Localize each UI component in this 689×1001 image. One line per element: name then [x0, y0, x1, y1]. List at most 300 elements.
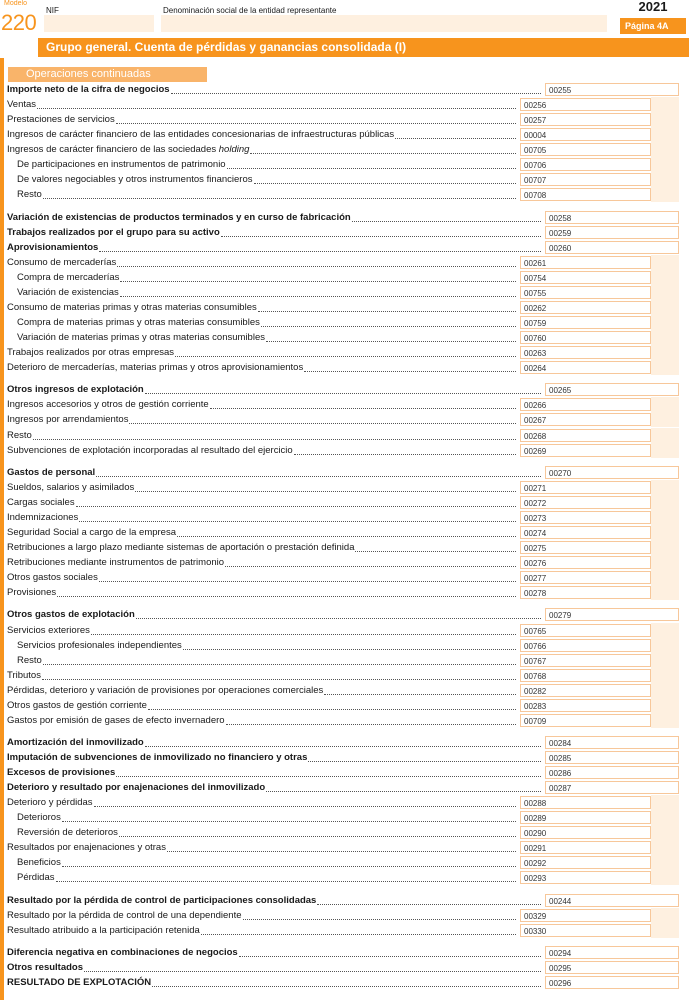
form-row	[7, 225, 543, 240]
row-label-text: Resto	[17, 189, 42, 200]
form-row	[7, 382, 543, 397]
shaded-column	[651, 255, 679, 270]
form-row	[7, 443, 518, 458]
shaded-column	[651, 397, 679, 412]
amount-field-00257[interactable]: 00257	[520, 113, 651, 126]
form-row	[7, 540, 518, 555]
leader-dots	[395, 137, 516, 139]
amount-field-00330[interactable]: 00330	[520, 924, 651, 937]
form-row	[7, 240, 543, 255]
leader-dots	[117, 265, 516, 267]
leader-dots	[136, 617, 541, 619]
row-label	[7, 542, 354, 553]
shaded-column	[651, 300, 679, 315]
amount-field-00264[interactable]: 00264	[520, 361, 651, 374]
leader-dots	[99, 250, 541, 252]
row-label	[7, 159, 226, 170]
form-row	[7, 187, 518, 202]
leader-dots	[221, 235, 541, 237]
row-label	[7, 467, 95, 478]
row-label	[7, 512, 78, 523]
row-label-text: Deterioro y pérdidas	[7, 797, 93, 808]
leader-dots	[148, 708, 516, 710]
form-row	[7, 210, 543, 225]
form-row	[7, 840, 518, 855]
amount-field-00329[interactable]: 00329	[520, 909, 651, 922]
row-label-text: Compra de materias primas y otras materias consumibles	[17, 317, 260, 328]
row-label-text: Seguridad Social a cargo de la empresa	[7, 527, 176, 538]
row-label	[7, 655, 42, 666]
leader-dots	[62, 820, 516, 822]
row-label-text: Sueldos, salarios y asimilados	[7, 482, 135, 493]
row-label	[7, 482, 134, 493]
row-label	[7, 174, 253, 185]
leader-dots	[250, 152, 516, 154]
form-row	[7, 345, 518, 360]
row-label-text: Resultados por enajenaciones y otras	[7, 842, 166, 853]
shaded-column	[651, 810, 679, 825]
form-row	[7, 397, 518, 412]
amount-field-00293[interactable]: 00293	[520, 871, 651, 884]
leader-dots	[129, 422, 516, 424]
amount-field-00267[interactable]: 00267	[520, 413, 651, 426]
leader-dots	[171, 92, 541, 94]
form-row	[7, 127, 518, 142]
amount-field-00292[interactable]: 00292	[520, 856, 651, 869]
form-row	[7, 923, 518, 938]
shaded-column	[651, 638, 679, 653]
row-label-text: Ingresos de carácter financiero de las sociedades	[7, 144, 219, 155]
leader-dots	[94, 805, 516, 807]
form-row	[7, 945, 543, 960]
row-label-text: Retribuciones mediante instrumentos de patrimonio	[7, 557, 225, 568]
leader-dots	[56, 880, 517, 882]
amount-field-00283[interactable]: 00283	[520, 699, 651, 712]
amount-field-00286[interactable]: 00286	[545, 766, 679, 779]
form-row	[7, 495, 518, 510]
form-row	[7, 750, 543, 765]
row-label-text: Resultado por la pérdida de control de participaciones consolidadas	[7, 895, 317, 906]
form-row	[7, 412, 518, 427]
row-label-text: Resultado por la pérdida de control de una dependiente	[7, 910, 242, 921]
leader-dots	[227, 167, 516, 169]
shaded-column	[651, 443, 679, 458]
shaded-column	[651, 480, 679, 495]
row-label-text: Amortización del inmovilizado	[7, 737, 144, 748]
row-label	[7, 557, 224, 568]
form-row	[7, 653, 518, 668]
shaded-column	[651, 540, 679, 555]
leader-dots	[57, 595, 516, 597]
row-label-text: Gastos por emisión de gases de efecto invernadero	[7, 715, 225, 726]
shaded-column	[651, 270, 679, 285]
row-label-text: De valores negociables y otros instrumentos financieros	[17, 174, 253, 185]
amount-field-00765[interactable]: 00765	[520, 624, 651, 637]
leader-dots	[261, 325, 516, 327]
leader-dots	[62, 865, 516, 867]
row-label-text: Trabajos realizados por el grupo para su activo	[7, 227, 220, 238]
shaded-column	[651, 315, 679, 330]
row-label	[7, 144, 249, 155]
leader-dots	[119, 835, 516, 837]
denominacion-field[interactable]	[161, 15, 607, 32]
row-label	[7, 257, 116, 268]
form-row	[7, 480, 518, 495]
row-label-text: Ingresos de carácter financiero de las entidades concesionarias de infraestructuras públicas	[7, 129, 395, 140]
leader-dots	[175, 355, 516, 357]
amount-field-00282[interactable]: 00282	[520, 684, 651, 697]
row-label	[7, 910, 242, 921]
row-label	[7, 842, 166, 853]
row-label-text: Indemnizaciones	[7, 512, 79, 523]
amount-field-00754[interactable]: 00754	[520, 271, 651, 284]
amount-field-00272[interactable]: 00272	[520, 496, 651, 509]
row-label	[7, 737, 144, 748]
shaded-column	[651, 555, 679, 570]
shaded-column	[651, 908, 679, 923]
shaded-column	[651, 713, 679, 728]
amount-field-00706[interactable]: 00706	[520, 158, 651, 171]
form-row	[7, 870, 518, 885]
form-row	[7, 698, 518, 713]
amount-field-00263[interactable]: 00263	[520, 346, 651, 359]
row-label-text: RESULTADO DE EXPLOTACIÓN	[7, 977, 152, 988]
leader-dots	[266, 340, 516, 342]
leader-dots	[91, 633, 516, 635]
leader-dots	[258, 310, 516, 312]
amount-field-00295[interactable]: 00295	[545, 961, 679, 974]
amount-field-00766[interactable]: 00766	[520, 639, 651, 652]
row-label	[7, 572, 98, 583]
shaded-column	[651, 97, 679, 112]
shaded-column	[651, 623, 679, 638]
leader-dots	[294, 453, 516, 455]
amount-field-00262[interactable]: 00262	[520, 301, 651, 314]
amount-field-00287[interactable]: 00287	[545, 781, 679, 794]
leader-dots	[304, 370, 516, 372]
amount-field-00288[interactable]: 00288	[520, 796, 651, 809]
leader-dots	[37, 107, 516, 109]
amount-field-00760[interactable]: 00760	[520, 331, 651, 344]
row-label	[7, 685, 323, 696]
leader-dots	[33, 438, 516, 440]
row-label-text: Otros gastos de gestión corriente	[7, 700, 147, 711]
form-row	[7, 825, 518, 840]
row-label-text: Diferencia negativa en combinaciones de negocios	[7, 947, 238, 958]
shaded-column	[651, 683, 679, 698]
row-label	[7, 445, 293, 456]
shaded-column	[651, 510, 679, 525]
form-row	[7, 780, 543, 795]
leader-dots	[145, 745, 541, 747]
form-row	[7, 683, 518, 698]
leader-dots	[210, 407, 516, 409]
shaded-column	[651, 112, 679, 127]
shaded-column	[651, 428, 679, 443]
form-row	[7, 315, 518, 330]
amount-field-00273[interactable]: 00273	[520, 511, 651, 524]
amount-field-00291[interactable]: 00291	[520, 841, 651, 854]
amount-field-00276[interactable]: 00276	[520, 556, 651, 569]
leader-dots	[167, 850, 516, 852]
amount-field-00265[interactable]: 00265	[545, 383, 679, 396]
shaded-column	[651, 585, 679, 600]
leader-dots	[79, 520, 516, 522]
row-label	[7, 962, 83, 973]
row-label	[7, 872, 55, 883]
row-label	[7, 782, 265, 793]
leader-dots	[201, 933, 516, 935]
shaded-column	[651, 495, 679, 510]
row-label	[7, 670, 41, 681]
row-label-text: Deterioro y resultado por enajenaciones del inmovilizado	[7, 782, 266, 793]
leader-dots	[355, 550, 516, 552]
row-label-text: Consumo de materias primas y otras materias consumibles	[7, 302, 257, 313]
row-label-text: Imputación de subvenciones de inmovilizado no financiero y otras	[7, 752, 308, 763]
form-row	[7, 82, 543, 97]
row-label-text: Resto	[7, 430, 32, 441]
row-label-text: Tributos	[7, 670, 41, 681]
row-label	[7, 715, 225, 726]
form-row	[7, 97, 518, 112]
form-row	[7, 855, 518, 870]
shaded-column	[651, 345, 679, 360]
form-row	[7, 908, 518, 923]
row-label-text: Otros resultados	[7, 962, 84, 973]
amount-field-00279[interactable]: 00279	[545, 608, 679, 621]
row-label-text: Reversión de deterioros	[17, 827, 118, 838]
row-label	[7, 857, 61, 868]
form-row	[7, 668, 518, 683]
page-label: Página 4A	[620, 18, 686, 34]
row-label	[7, 99, 36, 110]
form-row	[7, 975, 543, 990]
row-label-text: Prestaciones de servicios	[7, 114, 115, 125]
row-label	[7, 947, 238, 958]
shaded-column	[651, 825, 679, 840]
form-row	[7, 607, 543, 622]
row-label	[7, 84, 170, 95]
shaded-column	[651, 653, 679, 668]
row-label	[7, 430, 32, 441]
amount-field-00260[interactable]: 00260	[545, 241, 679, 254]
row-label-text: Cargas sociales	[7, 497, 75, 508]
form-row	[7, 157, 518, 172]
form-row	[7, 735, 543, 750]
leader-dots	[226, 723, 516, 725]
amount-field-00755[interactable]: 00755	[520, 286, 651, 299]
form-row	[7, 795, 518, 810]
row-label	[7, 895, 316, 906]
form-row	[7, 300, 518, 315]
shaded-column	[651, 855, 679, 870]
row-label-text: Variación de existencias	[17, 287, 119, 298]
amount-field-00244[interactable]: 00244	[545, 894, 679, 907]
row-label-text: Ingresos por arrendamientos	[7, 414, 129, 425]
row-label	[7, 527, 176, 538]
form-row	[7, 330, 518, 345]
row-label	[7, 700, 147, 711]
shaded-column	[651, 187, 679, 202]
row-label-text: Retribuciones a largo plazo mediante sistemas de aportación o prestación definida	[7, 542, 355, 553]
form-row	[7, 570, 518, 585]
amount-field-00258[interactable]: 00258	[545, 211, 679, 224]
amount-field-00268[interactable]: 00268	[520, 429, 651, 442]
amount-field-00709[interactable]: 00709	[520, 714, 651, 727]
form-row	[7, 428, 518, 443]
amount-field-00284[interactable]: 00284	[545, 736, 679, 749]
nif-field[interactable]	[44, 15, 154, 32]
shaded-column	[651, 330, 679, 345]
page-title: Grupo general. Cuenta de pérdidas y ganancias consolidada (I)	[38, 38, 689, 57]
amount-field-00285[interactable]: 00285	[545, 751, 679, 764]
amount-field-00275[interactable]: 00275	[520, 541, 651, 554]
row-label	[7, 797, 93, 808]
leader-dots	[317, 903, 541, 905]
shaded-column	[651, 127, 679, 142]
row-label-text: Servicios exteriores	[7, 625, 90, 636]
row-label-text: Otros ingresos de explotación	[7, 384, 144, 395]
row-label	[7, 362, 303, 373]
row-label-text: Provisiones	[7, 587, 57, 598]
denominacion-label: Denominación social de la entidad representante	[163, 6, 337, 15]
form-row	[7, 585, 518, 600]
row-label-text: Gastos de personal	[7, 467, 96, 478]
leader-dots	[308, 760, 541, 762]
amount-field-00707[interactable]: 00707	[520, 173, 651, 186]
amount-field-00296[interactable]: 00296	[545, 976, 679, 989]
row-label-italic: holding	[218, 144, 250, 155]
shaded-column	[651, 525, 679, 540]
shaded-column	[651, 412, 679, 427]
row-label-text: Excesos de provisiones	[7, 767, 116, 778]
leader-dots	[254, 182, 516, 184]
leader-dots	[152, 985, 541, 987]
leader-dots	[43, 663, 516, 665]
row-label	[7, 317, 260, 328]
row-label-text: Importe neto de la cifra de negocios	[7, 84, 170, 95]
form-row	[7, 510, 518, 525]
shaded-column	[651, 698, 679, 713]
row-label-text: Deterioro de mercaderías, materias primas y otros aprovisionamientos	[7, 362, 304, 373]
form-row	[7, 285, 518, 300]
leader-dots	[42, 678, 516, 680]
row-label-text: Resultado atribuido a la participación retenida	[7, 925, 200, 936]
amount-field-00255[interactable]: 00255	[545, 83, 679, 96]
form-row	[7, 465, 543, 480]
leader-dots	[239, 955, 541, 957]
amount-field-00004[interactable]: 00004	[520, 128, 651, 141]
amount-field-00274[interactable]: 00274	[520, 526, 651, 539]
amount-field-00289[interactable]: 00289	[520, 811, 651, 824]
shaded-column	[651, 840, 679, 855]
row-label	[7, 384, 144, 395]
nif-label: NIF	[46, 6, 59, 15]
form-row	[7, 623, 518, 638]
amount-field-00271[interactable]: 00271	[520, 481, 651, 494]
amount-field-00278[interactable]: 00278	[520, 586, 651, 599]
amount-field-00259[interactable]: 00259	[545, 226, 679, 239]
form-row	[7, 360, 518, 375]
row-label	[7, 767, 115, 778]
row-label	[7, 272, 119, 283]
row-label	[7, 587, 56, 598]
row-label	[7, 347, 174, 358]
row-label-text: Resto	[17, 655, 42, 666]
amount-field-00294[interactable]: 00294	[545, 946, 679, 959]
leader-dots	[116, 775, 541, 777]
amount-field-00277[interactable]: 00277	[520, 571, 651, 584]
amount-field-00270[interactable]: 00270	[545, 466, 679, 479]
row-label	[7, 625, 90, 636]
row-label	[7, 399, 209, 410]
amount-field-00261[interactable]: 00261	[520, 256, 651, 269]
amount-field-00759[interactable]: 00759	[520, 316, 651, 329]
row-label	[7, 609, 135, 620]
form-row	[7, 765, 543, 780]
leader-dots	[177, 535, 516, 537]
shaded-column	[651, 668, 679, 683]
leader-dots	[266, 790, 541, 792]
row-label	[7, 925, 200, 936]
row-label-text: Beneficios	[17, 857, 61, 868]
row-label	[7, 414, 128, 425]
amount-field-00290[interactable]: 00290	[520, 826, 651, 839]
amount-field-00266[interactable]: 00266	[520, 398, 651, 411]
row-label-text: Pérdidas	[17, 872, 55, 883]
leader-dots	[76, 505, 516, 507]
leader-dots	[183, 648, 516, 650]
leader-dots	[43, 197, 516, 199]
form-row	[7, 525, 518, 540]
row-label-text: Consumo de mercaderías	[7, 257, 117, 268]
left-accent-rail	[0, 58, 4, 1000]
amount-field-00767[interactable]: 00767	[520, 654, 651, 667]
row-label-text: Ventas	[7, 99, 37, 110]
row-label	[7, 752, 307, 763]
leader-dots	[96, 475, 541, 477]
shaded-column	[651, 172, 679, 187]
form-row	[7, 255, 518, 270]
amount-field-00256[interactable]: 00256	[520, 98, 651, 111]
leader-dots	[116, 122, 516, 124]
leader-dots	[145, 392, 541, 394]
shaded-column	[651, 360, 679, 375]
row-label	[7, 497, 75, 508]
row-label	[7, 827, 118, 838]
row-label	[7, 114, 115, 125]
amount-field-00705[interactable]: 00705	[520, 143, 651, 156]
leader-dots	[99, 580, 516, 582]
leader-dots	[120, 295, 516, 297]
row-label	[7, 977, 151, 988]
row-label-text: Compra de mercaderías	[17, 272, 120, 283]
row-label	[7, 212, 351, 223]
row-label	[7, 189, 42, 200]
shaded-column	[651, 870, 679, 885]
amount-field-00269[interactable]: 00269	[520, 444, 651, 457]
row-label-text: Pérdidas, deterioro y variación de provisiones por operaciones comerciales	[7, 685, 324, 696]
row-label	[7, 287, 119, 298]
row-label-text: Aprovisionamientos	[7, 242, 99, 253]
amount-field-00768[interactable]: 00768	[520, 669, 651, 682]
amount-field-00708[interactable]: 00708	[520, 188, 651, 201]
form-row	[7, 893, 543, 908]
leader-dots	[243, 918, 516, 920]
form-row	[7, 172, 518, 187]
row-label-text: Variación de materias primas y otras materias consumibles	[17, 332, 265, 343]
shaded-column	[651, 570, 679, 585]
